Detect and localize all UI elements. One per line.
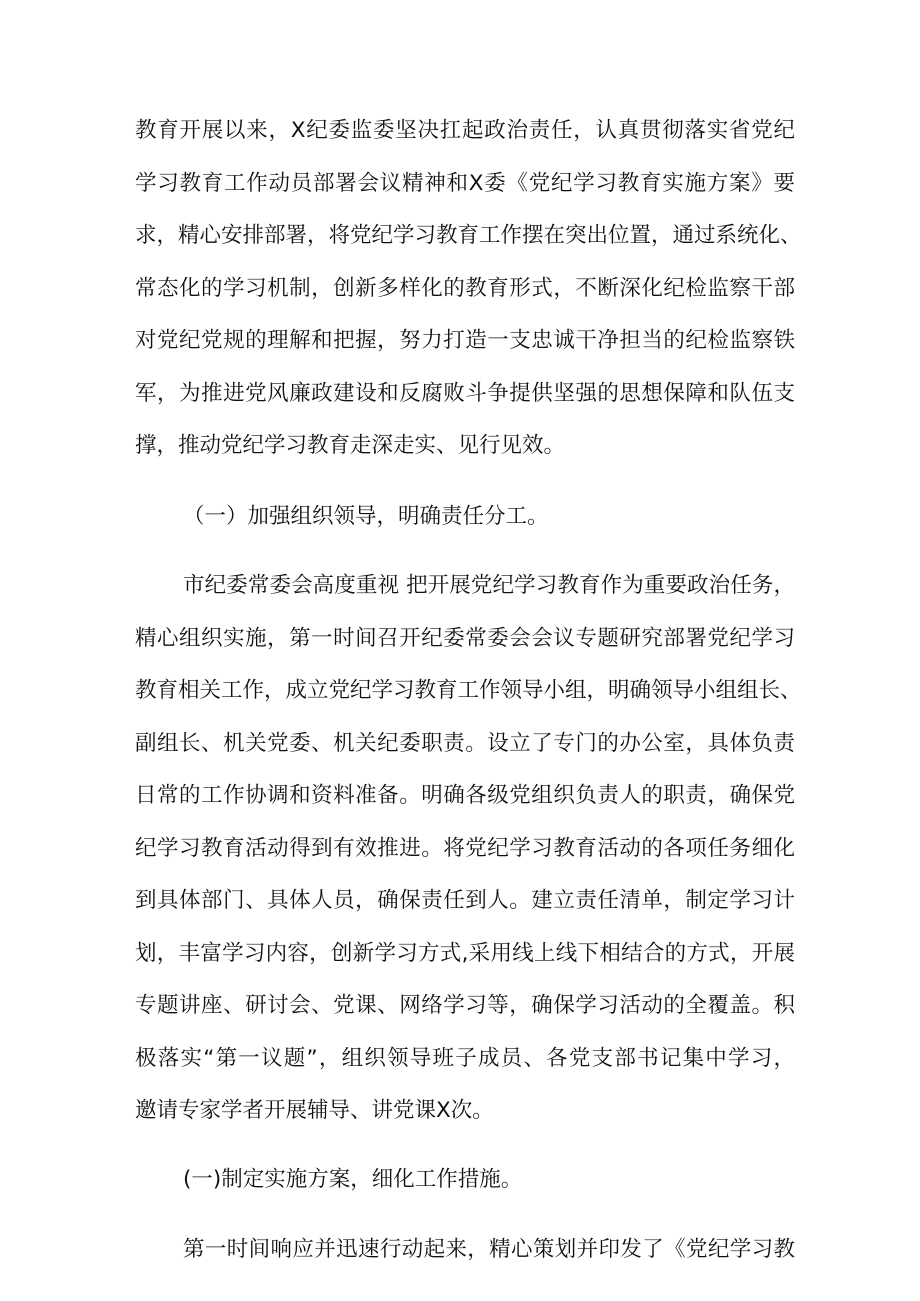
text-line: 副组长、机关党委、机关纪委职责。设立了专门的办公室，具体负责 [135, 731, 795, 756]
text-line: 教育开展以来，X纪委监委坚决扛起政治责任，认真贯彻落实省党纪 [135, 118, 795, 143]
text-line: 专题讲座、研讨会、党课、网络学习等，确保学习活动的全覆盖。积 [135, 993, 795, 1018]
text-line: 教育相关工作，成立党纪学习教育工作领导小组，明确领导小组组长、 [135, 678, 802, 703]
text-line: 极落实“第一议题”，组织领导班子成员、各党支部书记集中学习， [135, 1046, 795, 1071]
text-line: 划，丰富学习内容，创新学习方式,采用线上线下相结合的方式，开展 [135, 941, 795, 966]
text-line: 精心组织实施，第一时间召开纪委常委会会议专题研究部署党纪学习 [135, 626, 795, 651]
section-heading: (一)制定实施方案，细化工作措施。 [183, 1167, 523, 1192]
text-line: 纪学习教育活动得到有效推进。将党纪学习教育活动的各项任务细化 [135, 836, 795, 861]
text-line: 求，精心安排部署，将党纪学习教育工作摆在突出位置，通过系统化、 [135, 223, 802, 248]
section-heading: （一）加强组织领导，明确责任分工。 [183, 504, 549, 529]
text-line: 到具体部门、具体人员，确保责任到人。建立责任清单，制定学习计 [135, 888, 795, 913]
text-line: 日常的工作协调和资料准备。明确各级党组织负责人的职责，确保党 [135, 783, 795, 808]
text-line: 第一时间响应并迅速行动起来，精心策划并印发了《党纪学习教 [183, 1237, 795, 1262]
text-line: 学习教育工作动员部署会议精神和X委《党纪学习教育实施方案》要 [135, 171, 795, 196]
text-line: 军，为推进党风廉政建设和反腐败斗争提供坚强的思想保障和队伍支 [135, 381, 795, 406]
text-line: 撑，推动党纪学习教育走深走实、见行见效。 [135, 433, 566, 458]
text-line: 市纪委常委会高度重视 把开展党纪学习教育作为重要政治任务， [183, 573, 795, 598]
text-line: 对党纪党规的理解和把握，努力打造一支忠诚干净担当的纪检监察铁 [135, 328, 795, 353]
text-line: 常态化的学习机制，创新多样化的教育形式，不断深化纪检监察干部 [135, 276, 795, 301]
text-line: 邀请专家学者开展辅导、讲党课X次。 [135, 1098, 494, 1123]
